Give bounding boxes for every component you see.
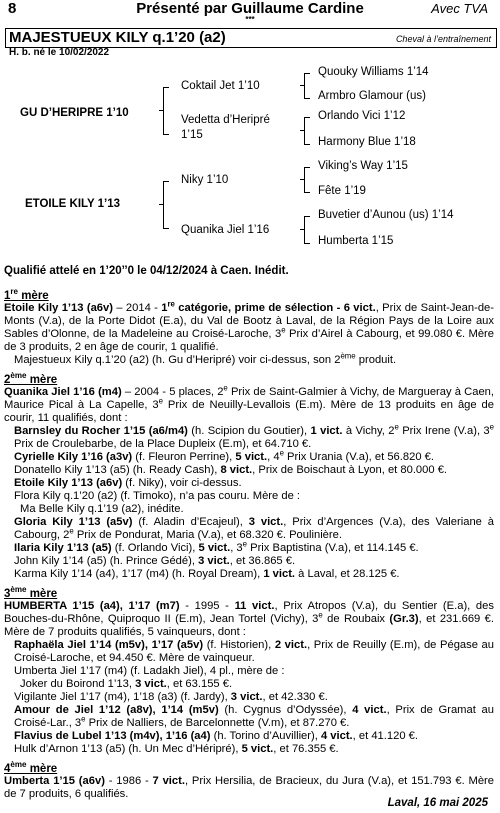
paragraph-m3: HUMBERTA 1’15 (a4), 1’17 (m7) - 1995 - 11 vict., Prix Atropos (V.a), du Sentier (E.a), des Bouches-du-Rhône, Quiproquo II (E.m), Jean Tortel (Vichy), 3e de Roubaix (Gr.3), et 231.669 €. Mère de 7 produits qualifiés, 5 vainqueurs, dont : xyxy=(4,600,494,638)
pedigree-dam-dam: Quanika Jiel 1’16 xyxy=(181,224,270,236)
paragraph-m3-p5: Flavius de Lubel 1’13 (m4v), 1’16 (a4) (h. Torino d’Auvillier), 4 vict., et 41.120 €. xyxy=(14,730,418,742)
section-title-2: 2ème mère xyxy=(4,371,58,386)
brace-tick xyxy=(300,85,304,86)
horse-status: Cheval à l’entraînement xyxy=(395,34,491,44)
footer-place-date: Laval, 16 mai 2025 xyxy=(387,797,488,809)
pedigree-gp8: Humberta 1’15 xyxy=(318,235,394,247)
pedigree-gp5: Viking’s Way 1’15 xyxy=(318,160,408,172)
horse-name: MAJESTUEUX KILY q.1’20 (a2) xyxy=(9,29,226,46)
brace-tick xyxy=(300,130,304,131)
pedigree-sire-dam-time: 1’15 xyxy=(181,129,203,141)
pedigree-dam: ETOILE KILY 1’13 xyxy=(25,198,121,210)
paragraph-m2-p5: Flora Kily q.1’20 (a2) (f. Timoko), n’a pas couru. Mère de : xyxy=(14,490,301,502)
brace xyxy=(304,216,310,244)
brace xyxy=(163,181,169,229)
paragraph-m2-p5a: Ma Belle Kily q.1’19 (a2), inédite. xyxy=(20,503,184,515)
pedigree-gp7: Buvetier d’Aunou (us) 1’14 xyxy=(318,209,454,221)
pedigree-gp4: Harmony Blue 1’18 xyxy=(318,136,416,148)
paragraph-m3-p3: Vigilante Jiel 1’17 (m4), 1’18 (a3) (f. Jardy), 3 vict., et 42.330 €. xyxy=(14,691,328,703)
paragraph-m4: Umberta 1’15 (a6v) - 1986 - 7 vict., Prix Hersilia, de Bracieux, du Jura (V.a), et 151.793 €. Mère de 7 produits, 6 qualifiés. xyxy=(4,775,494,800)
pedigree-sire: GU D’HERIPRE 1’10 xyxy=(20,107,129,119)
section-title-3: 3ème mère xyxy=(4,585,58,600)
brace xyxy=(163,87,169,135)
pedigree-gp6: Fête 1’19 xyxy=(318,185,366,197)
pedigree-sire-dam: Vedetta d’Heripré xyxy=(181,114,270,126)
paragraph-m2-p8: John Kily 1’14 (a5) (h. Prince Gédé), 3 vict., et 36.865 €. xyxy=(14,555,296,567)
brace-tick xyxy=(159,110,163,111)
horse-birth: H. b. né le 10/02/2022 xyxy=(9,47,110,58)
tva-note: Avec TVA xyxy=(431,1,488,16)
brace xyxy=(304,167,310,193)
paragraph-m1: Etoile Kily 1’13 (a6v) – 2014 - 1re catégorie, prime de sélection - 6 vict., Prix de Saint-Jean-de-Monts (V.a), de la Porte Didot (E.a), du Val de Bootz à Laval, de la Région Pays de la Loire aux Sables d’Olonne, de la Madeleine au Croisé-Laroche, 3e Prix d’Airel à Cabourg, et 99.080 €. Mère de 3 produits, 2 en âge de courir, 1 qualifié. xyxy=(4,299,494,353)
paragraph-m3-p2: Umberta Jiel 1’17 (m4) (f. Ladakh Jiel), 4 pl., mère de : xyxy=(14,665,285,677)
brace-tick xyxy=(300,179,304,180)
pedigree-gp1: Quouky Williams 1’14 xyxy=(318,66,429,78)
paragraph-m1-produce: Majestueux Kily q.1’20 (a2) (h. Gu d’Heripré) voir ci-dessus, son 2ème produit. xyxy=(14,351,397,366)
paragraph-m3-p4: Amour de Jiel 1’12 (a8v), 1’14 (m5v) (h. Cygnus d’Odyssée), 4 vict., Prix de Gramat au Croisé-Lar., 3e Prix de Nalliers, de Barcelonnette (V.m), et 87.270 €. xyxy=(14,704,494,729)
paragraph-m2-p3: Donatello Kily 1’13 (a5) (h. Ready Cash), 8 vict., Prix de Boischaut à Lyon, et 80.000 €. xyxy=(14,464,448,476)
brace-tick xyxy=(159,204,163,205)
page-number: 8 xyxy=(8,0,17,17)
paragraph-m3-p1: Raphaëla Jiel 1’14 (m5v), 1’17 (a5v) (f. Historien), 2 vict., Prix de Reuilly (E.m), de Pégase au Croisé-Laroche, et 94.450 €. Mère de vainqueur. xyxy=(14,639,495,664)
paragraph-m3-p6: Hulk d’Arnon 1’13 (a5) (h. Un Mec d’Héripré), 5 vict., et 76.355 €. xyxy=(14,743,339,755)
paragraph-m2-p9: Karma Kily 1’14 (a4), 1’17 (m4) (h. Royal Dream), 1 vict. à Laval, et 28.125 €. xyxy=(14,568,400,580)
brace xyxy=(304,117,310,145)
qualification: Qualifié attelé en 1’20’’0 le 04/12/2024 à Caen. Inédit. xyxy=(4,265,289,277)
paragraph-m3-p2a: Joker du Boirond 1’13, 3 vict., et 63.155 €. xyxy=(20,678,233,690)
pedigree-gp2: Armbro Glamour (us) xyxy=(318,90,426,102)
paragraph-m2-p4: Etoile Kily 1’13 (a6v) (f. Niky), voir ci-dessus. xyxy=(14,477,242,489)
brace xyxy=(304,73,310,99)
title-stars: *** xyxy=(245,15,255,24)
brace-tick xyxy=(300,229,304,230)
paragraph-m2-p2: Cyrielle Kily 1’16 (a3v) (f. Fleuron Perrine), 5 vict., 4e Prix Urania (V.a), et 56.820 €. xyxy=(14,448,434,463)
paragraph-m2: Quanika Jiel 1’16 (m4) – 2004 - 5 places, 2e Prix de Saint-Galmier à Vichy, de Margueray à Caen, Maurice Pical à La Capelle, 3e Prix de Neuilly-Levallois (E.m). Mère de 13 produits en âge de courir, 11 qualifiés, dont : xyxy=(4,383,494,424)
page-title: Présenté par Guillaume Cardine xyxy=(136,0,364,17)
section-title-4: 4ème mère xyxy=(4,760,58,775)
pedigree-dam-sire: Niky 1’10 xyxy=(181,174,229,186)
section-title-1: 1re mère xyxy=(4,287,49,302)
paragraph-m2-p7: Ilaria Kily 1’13 (a5) (f. Orlando Vici), 5 vict., 3e Prix Baptistina (V.a), et 114.145 €. xyxy=(14,539,419,554)
paragraph-m2-p1: Barnsley du Rocher 1’15 (a6/m4) (h. Scipion du Goutier), 1 vict. à Vichy, 2e Prix Irene (V.a), 3e Prix de Croulebarbe, de la Place Dupleix (E.m), et 64.710 €. xyxy=(14,422,495,450)
paragraph-m2-p6: Gloria Kily 1’13 (a5v) (f. Aladin d’Ecajeul), 3 vict., Prix d’Argences (V.a), des Valeriane à Cabourg, 2e Prix de Pondurat, Maria (V.a), et 68.320 €. Poulinière. xyxy=(14,516,495,541)
pedigree-sire-sire: Coktail Jet 1’10 xyxy=(181,80,260,92)
pedigree-gp3: Orlando Vici 1’12 xyxy=(318,110,406,122)
